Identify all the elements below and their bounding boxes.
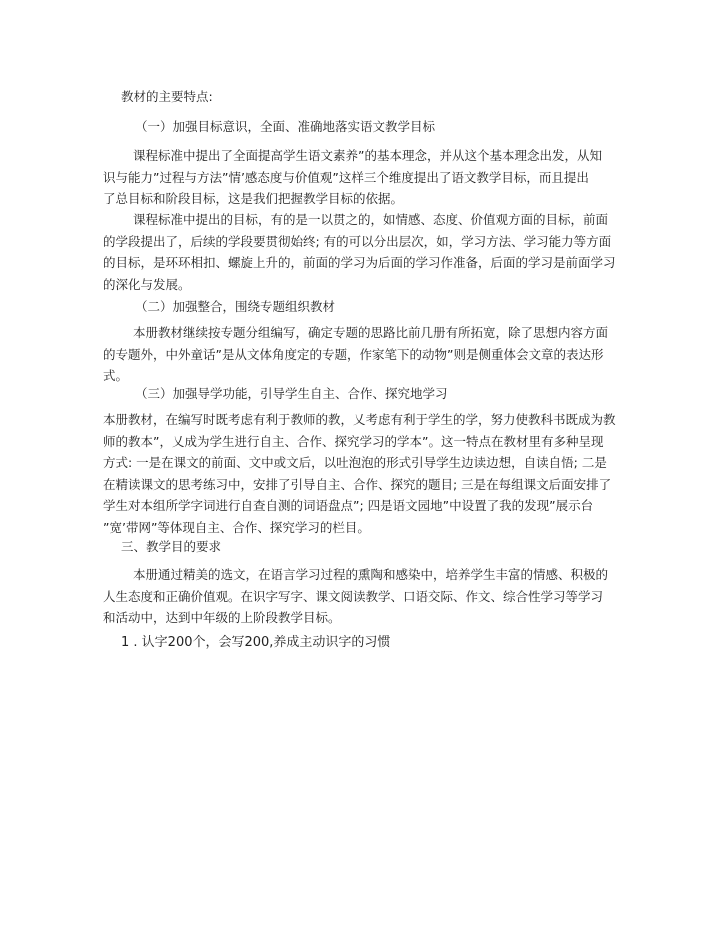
paragraph-line: 方式: 一是在课文的前面、文中或文后，以吐泡泡的形式引导学生边读边想，自读自悟; 二是 [103,455,607,470]
paragraph-line: 识与能力”过程与方法”情’感态度与价值观”这样三个维度提出了语文教学目标，而且提出 [103,169,589,185]
paragraph-line: 的深化与发展。 [103,276,191,292]
section-1-title: （一）加强目标意识，全面、准确地落实语文教学目标 [135,119,436,134]
section-3-title: （三）加强导学功能，引导学生自主、合作、探究地学习 [135,386,448,401]
list-item-1: 1 . 认字200个，会写200,养成主动识字的习惯 [121,635,391,650]
paragraph-line: 和活动中，达到中年级的上阶段教学目标。 [103,610,341,625]
paragraph-line: 人生态度和正确价值观。在识字写字、课文阅读教学、口语交际、作文、综合性学习等学习 [103,588,604,604]
paragraph-line: 学生对本组所学字词进行自查自测的词语盘点”; 四是语文园地”中设置了我的发现”展示台 [103,498,594,513]
paragraph-2 [103,209,623,295]
paragraph-line: 了总目标和阶段目标，这是我们把握教学目标的依据。 [103,191,404,206]
paragraph-3 [103,322,623,387]
paragraph-line: 的专题外，中外童话”是从文体角度定的专题，作家笔下的动物”则是侧重体会文章的表达形 [103,346,604,362]
heading-requirements: 三、教学目的要求 [121,539,222,554]
paragraph-line: 在精读课文的思考练习中，安排了引导自主、合作、探究的题目; 三是在每组课文后面安排了 [103,476,612,492]
paragraph-line: ”宽’带网”等体现自主、合作、探究学习的栏目。 [103,519,370,535]
paragraph-line: 本册教材，在编写时既考虑有利于教师的教，乂考虑有利于学生的学，努力使教科书既成为教 [103,412,616,427]
paragraph-4 [103,409,628,538]
paragraph-line: 师的教本”，乂成为学生进行自主、合作、探究学习的学本”。这一特点在教材里有多种呈现 [103,433,604,449]
paragraph-line: 课程标准中提出了全面提高学生语文素养”的基本理念，并从这个基本理念出发，从知 [133,148,602,163]
paragraph-line: 的目标，是环环相扣、螺旋上升的，前面的学习为后面的学习作准备，后面的学习是前面学习 [103,255,616,270]
paragraph-5 [103,564,623,629]
paragraph-1 [103,145,623,210]
paragraph-line: 本册通过精美的选文，在语言学习过程的熏陶和感染中，培养学生丰富的情感、积极的 [133,567,609,582]
section-2-title: （二）加强整合，围绕专题组织教材 [135,299,336,314]
paragraph-line: 的学段提出了，后续的学段要贯彻始终; 有的可以分出层次，如，学习方法、学习能力等方面 [103,233,612,249]
paragraph-line: 式。 [103,368,129,383]
paragraph-line: 课程标准中提出的目标，有的是一以贯之的，如情感、态度、价值观方面的目标，前面 [133,212,609,227]
paragraph-line: 本册教材继续按专题分组编写，确定专题的思路比前几册有所拓宽，除了思想内容方面 [133,325,609,340]
heading-features: 教材的主要特点: [121,89,213,104]
